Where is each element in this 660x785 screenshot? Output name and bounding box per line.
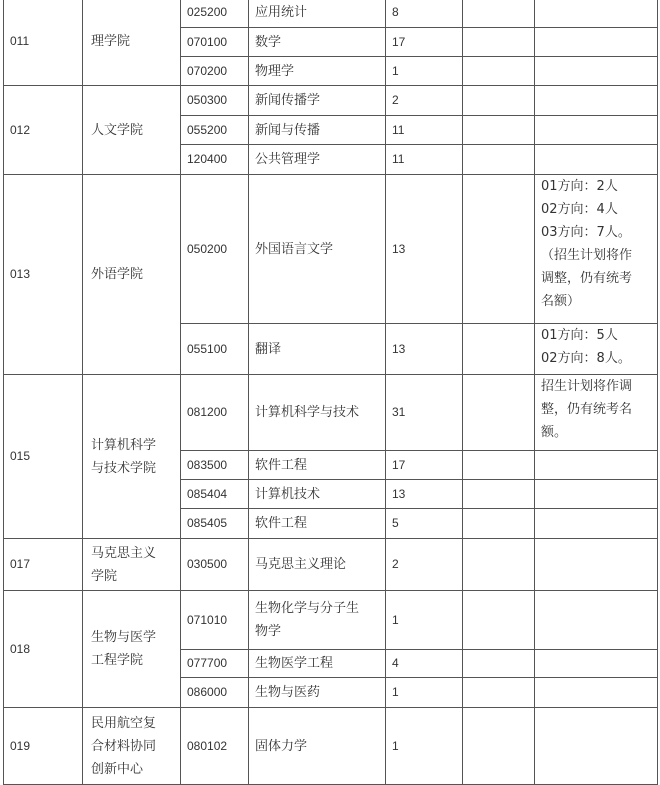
table-row bbox=[4, 86, 658, 116]
major-name-cell: 公共管理学 bbox=[249, 145, 386, 175]
note-cell bbox=[535, 539, 658, 591]
empty-cell bbox=[463, 708, 535, 785]
note-line: 01方向：2人 bbox=[541, 179, 618, 194]
enrollment-count-cell: 1 bbox=[386, 591, 463, 650]
table-row bbox=[4, 591, 658, 650]
college-name-line: 人文学院 bbox=[91, 122, 144, 138]
college-name-line: 生物与医学 bbox=[91, 630, 157, 645]
major-name-cell: 计算机技术 bbox=[249, 480, 386, 509]
enrollment-count-cell: 1 bbox=[386, 678, 463, 708]
major-name-cell: 生物医学工程 bbox=[249, 650, 386, 678]
note-line: 招生计划将作调 bbox=[541, 379, 633, 394]
major-name-cell: 软件工程 bbox=[249, 509, 386, 539]
college-name-cell bbox=[83, 539, 181, 591]
college-name-line: 合材料协同 bbox=[91, 738, 157, 754]
college-name-line: 与技术学院 bbox=[91, 460, 157, 476]
table-row bbox=[4, 0, 658, 28]
empty-cell bbox=[463, 650, 535, 678]
major-code-cell: 085404 bbox=[181, 480, 249, 509]
major-name-cell: 应用统计 bbox=[249, 0, 386, 28]
note-line: 名额） bbox=[541, 294, 581, 309]
college-name-cell bbox=[83, 0, 181, 86]
note-cell bbox=[535, 175, 658, 324]
note-line: 整，仍有统考名 bbox=[541, 402, 633, 417]
note-cell bbox=[535, 116, 658, 145]
enrollment-count-cell: 1 bbox=[386, 57, 463, 86]
empty-cell bbox=[463, 509, 535, 539]
enrollment-count-cell: 17 bbox=[386, 451, 463, 480]
college-code-cell: 011 bbox=[4, 0, 83, 86]
college-name-line: 创新中心 bbox=[91, 761, 144, 777]
enrollment-count-cell: 13 bbox=[386, 175, 463, 324]
college-code-cell: 019 bbox=[4, 708, 83, 785]
major-name-cell: 计算机科学与技术 bbox=[249, 375, 386, 451]
note-line: 调整，仍有统考 bbox=[541, 271, 633, 286]
empty-cell bbox=[463, 145, 535, 175]
empty-cell bbox=[463, 28, 535, 57]
major-name-cell: 翻译 bbox=[249, 324, 386, 375]
note-cell bbox=[535, 480, 658, 509]
enrollment-count-cell: 31 bbox=[386, 375, 463, 451]
college-name-line: 理学院 bbox=[91, 34, 131, 49]
major-name-cell: 新闻与传播 bbox=[249, 116, 386, 145]
major-name-cell: 固体力学 bbox=[249, 708, 386, 785]
enrollment-count-cell: 4 bbox=[386, 650, 463, 678]
note-cell bbox=[535, 451, 658, 480]
enrollment-count-cell: 11 bbox=[386, 116, 463, 145]
note-cell bbox=[535, 86, 658, 116]
major-code-cell: 030500 bbox=[181, 539, 249, 591]
major-code-cell: 055200 bbox=[181, 116, 249, 145]
major-name-cell: 生物与医药 bbox=[249, 678, 386, 708]
enrollment-count-cell: 13 bbox=[386, 480, 463, 509]
enrollment-count-cell: 11 bbox=[386, 145, 463, 175]
major-code-cell: 085405 bbox=[181, 509, 249, 539]
note-line: 01方向：5人 bbox=[541, 328, 618, 343]
empty-cell bbox=[463, 480, 535, 509]
college-name-line: 工程学院 bbox=[91, 653, 144, 668]
major-name-cell bbox=[249, 591, 386, 650]
major-name-cell: 新闻传播学 bbox=[249, 86, 386, 116]
major-code-cell: 055100 bbox=[181, 324, 249, 375]
major-code-cell: 080102 bbox=[181, 708, 249, 785]
note-line: 额。 bbox=[541, 425, 568, 440]
college-name-cell bbox=[83, 591, 181, 708]
empty-cell bbox=[463, 451, 535, 480]
note-cell bbox=[535, 678, 658, 708]
major-code-cell: 070100 bbox=[181, 28, 249, 57]
major-name-line: 生物化学与分子生 bbox=[255, 601, 360, 616]
college-name-cell bbox=[83, 375, 181, 539]
empty-cell bbox=[463, 375, 535, 451]
enrollment-count-cell: 5 bbox=[386, 509, 463, 539]
note-cell bbox=[535, 28, 658, 57]
college-name-line: 外语学院 bbox=[91, 267, 144, 282]
empty-cell bbox=[463, 324, 535, 375]
college-name-cell bbox=[83, 86, 181, 175]
college-name-line: 学院 bbox=[91, 568, 118, 584]
major-name-cell: 马克思主义理论 bbox=[249, 539, 386, 591]
major-code-cell: 071010 bbox=[181, 591, 249, 650]
table-row bbox=[4, 539, 658, 591]
college-code-cell: 012 bbox=[4, 86, 83, 175]
empty-cell bbox=[463, 86, 535, 116]
major-code-cell: 086000 bbox=[181, 678, 249, 708]
note-line: 02方向：8人。 bbox=[541, 351, 631, 366]
empty-cell bbox=[463, 0, 535, 28]
enrollment-count-cell: 17 bbox=[386, 28, 463, 57]
enrollment-table-body bbox=[4, 0, 658, 785]
major-code-cell: 025200 bbox=[181, 0, 249, 28]
note-line: 03方向：7人。 bbox=[541, 225, 631, 240]
note-cell bbox=[535, 509, 658, 539]
table-row bbox=[4, 708, 658, 785]
enrollment-count-cell: 1 bbox=[386, 708, 463, 785]
enrollment-count-cell: 2 bbox=[386, 86, 463, 116]
major-code-cell: 081200 bbox=[181, 375, 249, 451]
major-code-cell: 077700 bbox=[181, 650, 249, 678]
major-code-cell: 050300 bbox=[181, 86, 249, 116]
major-code-cell: 070200 bbox=[181, 57, 249, 86]
major-name-line: 物学 bbox=[255, 624, 282, 639]
enrollment-count-cell: 13 bbox=[386, 324, 463, 375]
college-code-cell: 018 bbox=[4, 591, 83, 708]
note-cell bbox=[535, 375, 658, 451]
empty-cell bbox=[463, 678, 535, 708]
note-line: 02方向：4人 bbox=[541, 202, 618, 217]
note-cell bbox=[535, 650, 658, 678]
note-cell bbox=[535, 0, 658, 28]
note-cell bbox=[535, 57, 658, 86]
major-code-cell: 050200 bbox=[181, 175, 249, 324]
empty-cell bbox=[463, 116, 535, 145]
enrollment-table bbox=[3, 0, 658, 785]
college-name-line: 计算机科学 bbox=[91, 437, 157, 453]
note-cell bbox=[535, 324, 658, 375]
college-code-cell: 015 bbox=[4, 375, 83, 539]
major-code-cell: 083500 bbox=[181, 451, 249, 480]
note-line: （招生计划将作 bbox=[541, 248, 633, 263]
empty-cell bbox=[463, 175, 535, 324]
empty-cell bbox=[463, 539, 535, 591]
empty-cell bbox=[463, 57, 535, 86]
major-name-cell: 外国语言文学 bbox=[249, 175, 386, 324]
table-row bbox=[4, 175, 658, 324]
major-name-cell: 软件工程 bbox=[249, 451, 386, 480]
enrollment-count-cell: 8 bbox=[386, 0, 463, 28]
major-name-cell: 数学 bbox=[249, 28, 386, 57]
college-name-line: 民用航空复 bbox=[91, 715, 157, 731]
college-name-line: 马克思主义 bbox=[91, 545, 157, 561]
college-name-cell bbox=[83, 708, 181, 785]
note-cell bbox=[535, 591, 658, 650]
major-code-cell: 120400 bbox=[181, 145, 249, 175]
note-cell bbox=[535, 708, 658, 785]
college-name-cell bbox=[83, 175, 181, 375]
college-code-cell: 013 bbox=[4, 175, 83, 375]
table-row bbox=[4, 375, 658, 451]
enrollment-count-cell: 2 bbox=[386, 539, 463, 591]
major-name-cell: 物理学 bbox=[249, 57, 386, 86]
empty-cell bbox=[463, 591, 535, 650]
college-code-cell: 017 bbox=[4, 539, 83, 591]
note-cell bbox=[535, 145, 658, 175]
